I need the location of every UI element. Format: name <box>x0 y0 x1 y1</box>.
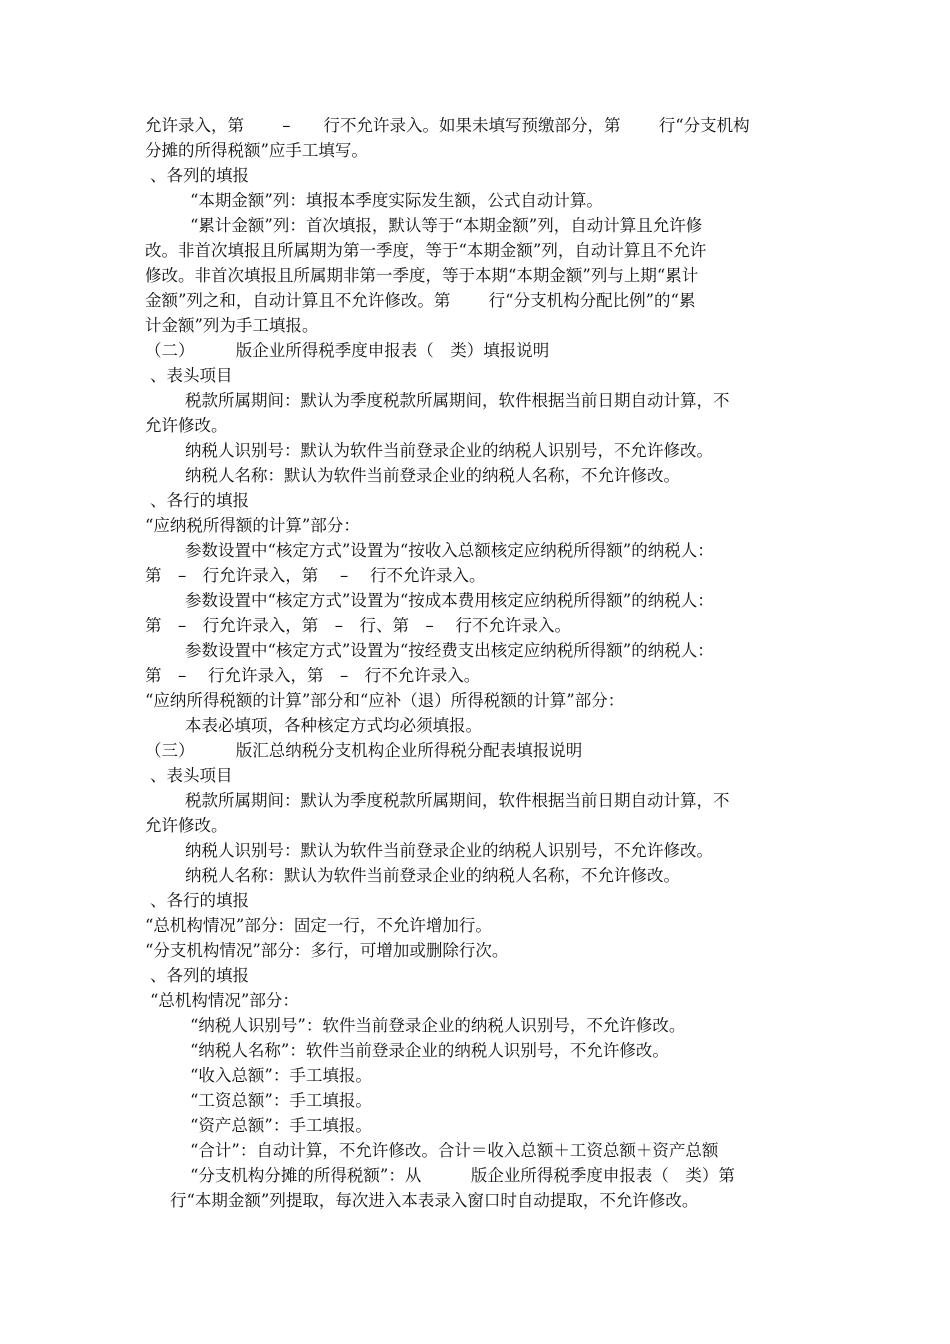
text-line: 第 – 行允许录入，第 – 行、第 – 行不允许录入。 <box>145 616 571 635</box>
text-line: 分摊的所得税额”应手工填写。 <box>145 141 368 160</box>
text-line: 参数设置中“核定方式”设置为“按经费支出核定应纳税所得额”的纳税人： <box>185 641 714 660</box>
text-line: 本表必填项，各种核定方式均必须填报。 <box>185 716 482 735</box>
text-line: 行“本期金额”列提取，每次进入本表录入窗口时自动提取，不允许修改。 <box>170 1191 699 1210</box>
section-title: （二） 版企业所得税季度申报表（ 类）填报说明 <box>145 341 550 360</box>
text-line: 纳税人识别号：默认为软件当前登录企业的纳税人识别号，不允许修改。 <box>185 441 713 460</box>
section-heading: 、各列的填报 <box>150 966 249 985</box>
text-line: “工资总额”：手工填报。 <box>190 1091 372 1110</box>
text-line: “本期金额”列：填报本季度实际发生额，公式自动计算。 <box>190 191 603 210</box>
section-heading: 、各列的填报 <box>150 166 249 185</box>
text-line: 第 – 行允许录入，第 – 行不允许录入。 <box>145 666 481 685</box>
text-line: “分支机构情况”部分：多行，可增加或删除行次。 <box>145 941 509 960</box>
text-line: 允许录入，第 – 行不允许录入。如果未填写预缴部分，第 行“分支机构 <box>145 116 750 135</box>
text-line: 允许修改。 <box>145 416 228 435</box>
text-line: 金额”列之和，自动计算且不允许修改。第 行“分支机构分配比例”的“累 <box>145 291 696 310</box>
text-line: 纳税人名称：默认为软件当前登录企业的纳税人名称，不允许修改。 <box>185 866 680 885</box>
text-line: 参数设置中“核定方式”设置为“按成本费用核定应纳税所得额”的纳税人： <box>185 591 714 610</box>
section-heading: 、各行的填报 <box>150 491 249 510</box>
text-line: “收入总额”：手工填报。 <box>190 1066 372 1085</box>
text-line: “分支机构分摊的所得税额”：从 版企业所得税季度申报表（ 类）第 <box>190 1166 735 1185</box>
text-line: 修改。非首次填报且所属期非第一季度，等于本期“本期金额”列与上期“累计 <box>145 266 699 285</box>
text-line: “纳税人识别号”：软件当前登录企业的纳税人识别号，不允许修改。 <box>190 1016 686 1035</box>
section-title: （三） 版汇总纳税分支机构企业所得税分配表填报说明 <box>145 741 583 760</box>
text-line: 改。非首次填报且所属期为第一季度，等于“本期金额”列，自动计算且不允许 <box>145 241 707 260</box>
text-line: “总机构情况”部分： <box>150 991 299 1010</box>
text-line: 纳税人名称：默认为软件当前登录企业的纳税人名称，不允许修改。 <box>185 466 680 485</box>
text-line: “应纳所得税额的计算”部分和“应补（退）所得税额的计算”部分： <box>145 691 625 710</box>
text-line: “应纳税所得额的计算”部分： <box>145 516 360 535</box>
text-line: 第 – 行允许录入，第 – 行不允许录入。 <box>145 566 486 585</box>
text-line: 允许修改。 <box>145 816 228 835</box>
text-line: “纳税人名称”：软件当前登录企业的纳税人识别号，不允许修改。 <box>190 1041 669 1060</box>
text-line: 税款所属期间：默认为季度税款所属期间，软件根据当前日期自动计算，不 <box>185 791 730 810</box>
text-line: “总机构情况”部分：固定一行，不允许增加行。 <box>145 916 492 935</box>
text-line: 参数设置中“核定方式”设置为“按收入总额核定应纳税所得额”的纳税人： <box>185 541 714 560</box>
text-line: 税款所属期间：默认为季度税款所属期间，软件根据当前日期自动计算，不 <box>185 391 730 410</box>
text-line: 纳税人识别号：默认为软件当前登录企业的纳税人识别号，不允许修改。 <box>185 841 713 860</box>
text-line: “累计金额”列：首次填报，默认等于“本期金额”列，自动计算且允许修 <box>190 216 703 235</box>
section-heading: 、表头项目 <box>150 766 233 785</box>
section-heading: 、表头项目 <box>150 366 233 385</box>
text-line: “资产总额”：手工填报。 <box>190 1116 372 1135</box>
text-line: “合计”：自动计算，不允许修改。合计＝收入总额＋工资总额＋资产总额 <box>190 1141 719 1160</box>
section-heading: 、各行的填报 <box>150 891 249 910</box>
text-line: 计金额”列为手工填报。 <box>145 316 319 335</box>
